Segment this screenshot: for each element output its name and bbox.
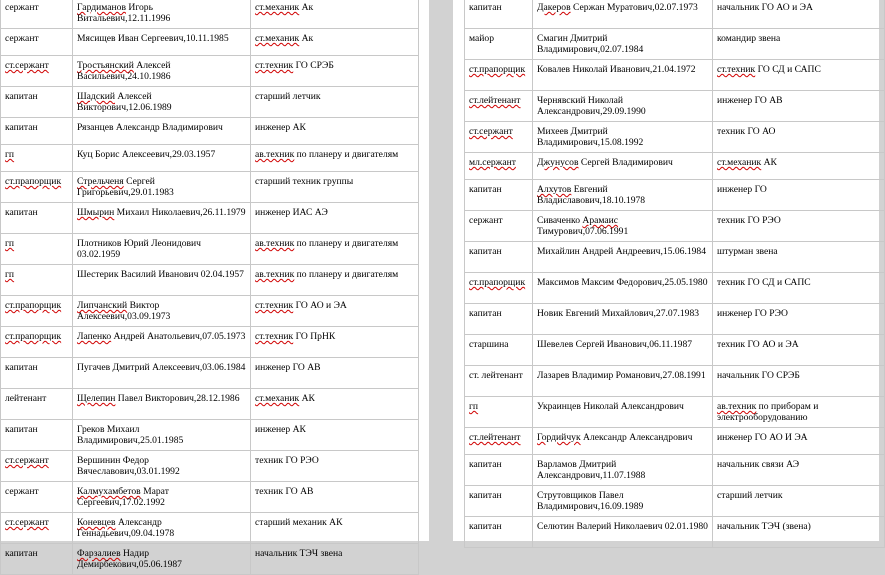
name-text: Фарзалиев Надир Демирбекович,05.06.1987 — [77, 548, 182, 570]
document-page-right — [453, 0, 879, 541]
name-cell[interactable] — [533, 335, 713, 366]
table-row — [465, 455, 885, 486]
position-text: инженер АК — [255, 424, 306, 435]
position-cell[interactable] — [251, 145, 419, 172]
position-cell[interactable] — [251, 327, 419, 358]
table-row — [1, 358, 419, 389]
position-text: начальник ТЭЧ звена — [255, 548, 343, 559]
name-cell[interactable] — [533, 153, 713, 180]
position-text: техник ГО РЭО — [255, 455, 319, 466]
position-text: старший летчик — [255, 91, 321, 102]
position-text: инженер ГО АО И ЭА — [717, 432, 808, 443]
name-text: Пугачев Дмитрий Алексеевич,03.06.1984 — [77, 362, 246, 373]
name-cell[interactable] — [533, 455, 713, 486]
rank-text: лейтенант — [5, 393, 47, 404]
table-row — [465, 335, 885, 366]
table-row — [1, 265, 419, 296]
table-row — [465, 366, 885, 397]
rank-cell[interactable] — [1, 296, 73, 327]
rank-cell[interactable] — [465, 517, 533, 548]
name-text: Михайлин Андрей Андреевич,15.06.1984 — [537, 246, 707, 257]
name-cell[interactable] — [73, 87, 251, 118]
name-text: Новик Евгений Михайлович,27.07.1983 — [537, 308, 700, 319]
name-cell[interactable] — [73, 327, 251, 358]
rank-cell[interactable] — [465, 397, 533, 428]
position-cell[interactable] — [713, 428, 885, 455]
position-text: начальник ТЭЧ (звена) — [717, 521, 811, 532]
name-text: Стрельченя Сергей Григорьевич,29.01.1983 — [77, 176, 174, 198]
position-text: ав.техник по приборам и электрооборудованию — [717, 401, 819, 423]
table-row — [1, 451, 419, 482]
rank-cell[interactable] — [465, 211, 533, 242]
rank-text: капитан — [469, 2, 502, 13]
rank-cell[interactable] — [465, 60, 533, 91]
table-row — [1, 234, 419, 265]
position-cell[interactable] — [713, 304, 885, 335]
table-row — [1, 544, 419, 575]
name-text: Шевелев Сергей Иванович,06.11.1987 — [537, 339, 693, 350]
position-cell[interactable] — [713, 366, 885, 397]
table-row — [1, 87, 419, 118]
position-cell[interactable] — [713, 153, 885, 180]
rank-text: старшина — [469, 339, 509, 350]
name-text: Чернявский Николай Александрович,29.09.1990 — [537, 95, 646, 117]
position-text: ст.механик АК — [717, 157, 777, 168]
name-text: Шадский Алексей Викторович,12.06.1989 — [77, 91, 172, 113]
position-text: техник ГО АО и ЭА — [717, 339, 799, 350]
rank-text: ст.сержант — [5, 517, 49, 528]
table-row — [1, 0, 419, 29]
rank-text: капитан — [5, 548, 38, 559]
rank-text: капитан — [469, 459, 502, 470]
rank-cell[interactable] — [1, 145, 73, 172]
name-text: Михеев Дмитрий Владимирович,15.08.1992 — [537, 126, 644, 148]
position-text: инженер ГО АВ — [717, 95, 783, 106]
name-cell[interactable] — [73, 296, 251, 327]
rank-cell[interactable] — [465, 486, 533, 517]
rank-cell[interactable] — [465, 91, 533, 122]
rank-cell[interactable] — [465, 455, 533, 486]
rank-text: гп — [5, 238, 15, 249]
name-cell[interactable] — [533, 0, 713, 29]
name-text: Щелепин Павел Викторович,28.12.1986 — [77, 393, 240, 404]
position-text: техник ГО РЭО — [717, 215, 781, 226]
position-text: штурман звена — [717, 246, 778, 257]
position-text: инженер ГО АВ — [255, 362, 321, 373]
name-cell[interactable] — [73, 118, 251, 145]
name-text: Липчанский Виктор Алексеевич,03.09.1973 — [77, 300, 171, 322]
position-text: ст.техник ГО СД и САПС — [717, 64, 821, 75]
rank-cell[interactable] — [1, 29, 73, 56]
position-text: техник ГО АО — [717, 126, 776, 137]
rank-text: капитан — [5, 207, 38, 218]
rank-cell[interactable] — [465, 153, 533, 180]
position-text: ав.техник по планеру и двигателям — [255, 269, 399, 280]
name-text: Гардиманов Игорь Витальевич,12.11.1996 — [77, 2, 171, 24]
name-cell[interactable] — [73, 145, 251, 172]
name-cell[interactable] — [73, 544, 251, 575]
rank-cell[interactable] — [465, 335, 533, 366]
rank-cell[interactable] — [1, 389, 73, 420]
table-row — [465, 486, 885, 517]
table-row — [465, 60, 885, 91]
name-cell[interactable] — [533, 304, 713, 335]
name-cell[interactable] — [73, 0, 251, 29]
name-text: Плотников Юрий Леонидович 03.02.1959 — [77, 238, 202, 260]
name-text: Сиваченко Арамаис Тимурович,07.06.1991 — [537, 215, 629, 237]
table-row — [1, 327, 419, 358]
name-cell[interactable] — [533, 428, 713, 455]
rank-text: ст.прапорщик — [469, 277, 526, 288]
rank-cell[interactable] — [1, 0, 73, 29]
rank-cell[interactable] — [1, 544, 73, 575]
table-row — [1, 513, 419, 544]
position-cell[interactable] — [251, 389, 419, 420]
position-cell[interactable] — [713, 455, 885, 486]
rank-cell[interactable] — [465, 180, 533, 211]
rank-text: капитан — [469, 521, 502, 532]
name-text: Гордийчук Александр Александрович — [537, 432, 693, 443]
position-text: инженер ГО РЭО — [717, 308, 788, 319]
position-cell[interactable] — [251, 0, 419, 29]
rank-cell[interactable] — [1, 234, 73, 265]
rank-text: ст. лейтенант — [469, 370, 523, 381]
rank-text: ст.прапорщик — [5, 300, 62, 311]
position-text: инженер ИАС АЭ — [255, 207, 328, 218]
table-row — [465, 122, 885, 153]
rank-cell[interactable] — [1, 482, 73, 513]
name-text: Максимов Максим Федорович,25.05.1980 — [537, 277, 708, 288]
name-cell[interactable] — [533, 180, 713, 211]
position-cell[interactable] — [713, 517, 885, 548]
position-cell[interactable] — [251, 513, 419, 544]
table-row — [1, 389, 419, 420]
name-cell[interactable] — [73, 172, 251, 203]
table-row — [465, 29, 885, 60]
name-text: Селютин Валерий Николаевич 02.01.1980 — [537, 521, 708, 532]
position-cell[interactable] — [251, 420, 419, 451]
name-cell[interactable] — [533, 486, 713, 517]
rank-text: ст.прапорщик — [469, 64, 526, 75]
table-row — [465, 211, 885, 242]
position-cell[interactable] — [251, 234, 419, 265]
name-text: Ковалев Николай Иванович,21.04.1972 — [537, 64, 696, 75]
name-cell[interactable] — [533, 366, 713, 397]
name-cell[interactable] — [73, 56, 251, 87]
table-row — [1, 56, 419, 87]
rank-cell[interactable] — [1, 327, 73, 358]
rank-text: мл.сержант — [469, 157, 516, 168]
position-cell[interactable] — [713, 0, 885, 29]
rank-cell[interactable] — [1, 265, 73, 296]
rank-cell[interactable] — [1, 56, 73, 87]
position-cell[interactable] — [251, 118, 419, 145]
name-cell[interactable] — [533, 242, 713, 273]
position-cell[interactable] — [251, 544, 419, 575]
rank-text: ст.прапорщик — [5, 331, 62, 342]
name-cell[interactable] — [73, 358, 251, 389]
position-cell[interactable] — [713, 122, 885, 153]
rank-cell[interactable] — [1, 358, 73, 389]
name-cell[interactable] — [73, 420, 251, 451]
position-cell[interactable] — [713, 180, 885, 211]
rank-text: капитан — [5, 424, 38, 435]
rank-cell[interactable] — [465, 273, 533, 304]
table-row — [1, 29, 419, 56]
position-cell[interactable] — [713, 211, 885, 242]
table-row — [1, 296, 419, 327]
name-text: Шмырин Михаил Николаевич,26.11.1979 — [77, 207, 246, 218]
name-cell[interactable] — [73, 29, 251, 56]
position-text: ст.механик Ак — [255, 2, 314, 13]
name-text: Тростьянский Алексей Васильевич,24.10.1986 — [77, 60, 171, 82]
position-cell[interactable] — [251, 451, 419, 482]
rank-cell[interactable] — [465, 122, 533, 153]
position-text: начальник ГО АО и ЭА — [717, 2, 813, 13]
name-text: Калмухамбетов Марат Сергеевич,17.02.1992 — [77, 486, 169, 508]
position-cell[interactable] — [713, 335, 885, 366]
rank-cell[interactable] — [1, 451, 73, 482]
position-cell[interactable] — [251, 296, 419, 327]
name-cell[interactable] — [73, 482, 251, 513]
position-cell[interactable] — [713, 91, 885, 122]
name-cell[interactable] — [533, 397, 713, 428]
name-text: Греков Михаил Владимирович,25.01.1985 — [77, 424, 184, 446]
name-text: Алхутов Евгений Владиславович,18.10.1978 — [537, 184, 646, 206]
table-row — [465, 397, 885, 428]
position-cell[interactable] — [251, 265, 419, 296]
table-row — [465, 180, 885, 211]
name-text: Вершинин Федор Вячеславович,03.01.1992 — [77, 455, 180, 477]
rank-cell[interactable] — [465, 304, 533, 335]
name-text: Украинцев Николай Александрович — [537, 401, 684, 412]
rank-cell[interactable] — [1, 203, 73, 234]
rank-cell[interactable] — [465, 366, 533, 397]
rank-cell[interactable] — [465, 242, 533, 273]
table-row — [1, 482, 419, 513]
table-row — [1, 145, 419, 172]
rank-text: гп — [5, 269, 15, 280]
position-text: ст.механик АК — [255, 393, 315, 404]
name-text: Коневцев Александр Геннадьевич,09.04.1978 — [77, 517, 175, 539]
position-cell[interactable] — [251, 482, 419, 513]
rank-cell[interactable] — [1, 513, 73, 544]
rank-text: ст.прапорщик — [5, 176, 62, 187]
table-row — [465, 304, 885, 335]
name-text: Шестерик Василий Иванович 02.04.1957 — [77, 269, 244, 280]
name-cell[interactable] — [533, 60, 713, 91]
position-cell[interactable] — [251, 203, 419, 234]
name-text: Куц Борис Алексеевич,29.03.1957 — [77, 149, 216, 160]
name-cell[interactable] — [533, 273, 713, 304]
name-cell[interactable] — [533, 211, 713, 242]
table-row — [465, 153, 885, 180]
rank-text: ст.лейтенант — [469, 95, 521, 106]
table-row — [465, 517, 885, 548]
name-cell[interactable] — [73, 389, 251, 420]
table-row — [465, 91, 885, 122]
rank-text: капитан — [5, 122, 38, 133]
position-cell[interactable] — [713, 397, 885, 428]
rank-text: сержант — [469, 215, 503, 226]
position-text: начальник ГО СРЭБ — [717, 370, 800, 381]
rank-text: майор — [469, 33, 494, 44]
position-text: старший техник группы — [255, 176, 354, 187]
table-row — [465, 0, 885, 29]
position-cell[interactable] — [713, 486, 885, 517]
rank-cell[interactable] — [465, 428, 533, 455]
table-row — [465, 273, 885, 304]
name-text: Лапенко Андрей Анатольевич,07.05.1973 — [77, 331, 246, 342]
rank-text: гп — [469, 401, 479, 412]
rank-cell[interactable] — [465, 29, 533, 60]
position-text: ст.механик Ак — [255, 33, 314, 44]
name-cell[interactable] — [533, 91, 713, 122]
rank-cell[interactable] — [1, 118, 73, 145]
position-text: техник ГО СД и САПС — [717, 277, 811, 288]
position-cell[interactable] — [713, 29, 885, 60]
rank-text: ст.сержант — [5, 455, 49, 466]
position-text: начальник связи АЭ — [717, 459, 800, 470]
name-cell[interactable] — [533, 29, 713, 60]
position-cell[interactable] — [251, 358, 419, 389]
name-text: Джунусов Сергей Владимирович — [537, 157, 673, 168]
rank-cell[interactable] — [1, 87, 73, 118]
table-row — [1, 420, 419, 451]
position-text: старший механик АК — [255, 517, 343, 528]
name-text: Дакеров Сержан Муратович,02.07.1973 — [537, 2, 698, 13]
name-cell[interactable] — [73, 234, 251, 265]
name-text: Варламов Дмитрий Александрович,11.07.1988 — [537, 459, 646, 481]
name-cell[interactable] — [73, 203, 251, 234]
rank-text: ст.сержант — [469, 126, 513, 137]
rank-text: капитан — [5, 362, 38, 373]
position-cell[interactable] — [251, 29, 419, 56]
rank-text: сержант — [5, 33, 39, 44]
table-row — [1, 118, 419, 145]
name-cell[interactable] — [73, 265, 251, 296]
name-text: Мясищев Иван Сергеевич,10.11.1985 — [77, 33, 229, 44]
document-page-left — [0, 0, 429, 570]
position-text: старший летчик — [717, 490, 783, 501]
table-row — [1, 203, 419, 234]
rank-text: капитан — [469, 490, 502, 501]
rank-text: сержант — [5, 486, 39, 497]
position-text: ст.техник ГО СРЭБ — [255, 60, 334, 71]
position-text: командир звена — [717, 33, 781, 44]
position-text: инженер АК — [255, 122, 306, 133]
rank-text: сержант — [5, 2, 39, 13]
position-cell[interactable] — [713, 242, 885, 273]
table-row — [1, 172, 419, 203]
rank-text: ст.сержант — [5, 60, 49, 71]
name-cell[interactable] — [533, 122, 713, 153]
personnel-table-left — [0, 0, 419, 575]
table-row — [465, 242, 885, 273]
rank-cell[interactable] — [1, 172, 73, 203]
rank-cell[interactable] — [465, 0, 533, 29]
rank-text: капитан — [469, 308, 502, 319]
name-text: Смагин Дмитрий Владимирович,02.07.1984 — [537, 33, 644, 55]
name-cell[interactable] — [73, 513, 251, 544]
name-text: Струтовщиков Павел Владимирович,16.09.1989 — [537, 490, 644, 512]
table-row — [465, 428, 885, 455]
rank-text: капитан — [5, 91, 38, 102]
name-text: Лазарев Владимир Романович,27.08.1991 — [537, 370, 706, 381]
position-text: инженер ГО — [717, 184, 767, 195]
rank-text: ст.лейтенант — [469, 432, 521, 443]
position-cell[interactable] — [251, 56, 419, 87]
rank-text: капитан — [469, 184, 502, 195]
personnel-table-right — [464, 0, 885, 548]
position-cell[interactable] — [713, 273, 885, 304]
rank-text: капитан — [469, 246, 502, 257]
position-text: ст.техник ГО ПрНК — [255, 331, 336, 342]
rank-text: гп — [5, 149, 15, 160]
position-cell[interactable] — [251, 87, 419, 118]
position-text: ав.техник по планеру и двигателям — [255, 238, 399, 249]
position-text: ав.техник по планеру и двигателям — [255, 149, 399, 160]
position-text: техник ГО АВ — [255, 486, 314, 497]
position-cell[interactable] — [713, 60, 885, 91]
rank-cell[interactable] — [1, 420, 73, 451]
name-cell[interactable] — [533, 517, 713, 548]
name-cell[interactable] — [73, 451, 251, 482]
position-cell[interactable] — [251, 172, 419, 203]
position-text: ст.техник ГО АО и ЭА — [255, 300, 347, 311]
name-text: Рязанцев Александр Владимирович — [77, 122, 223, 133]
